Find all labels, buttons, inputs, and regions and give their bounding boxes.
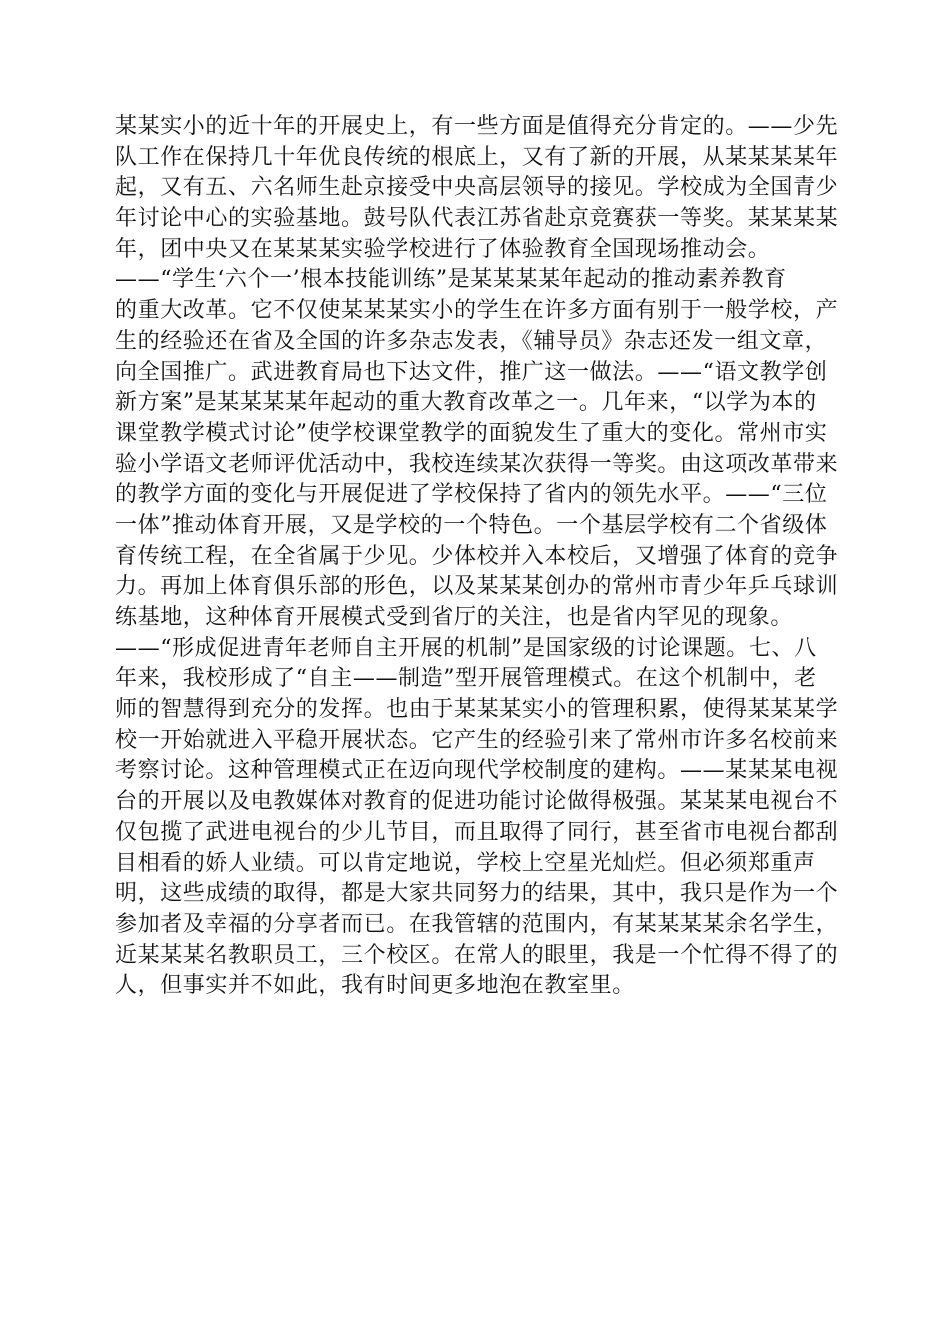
- text-line: 年讨论中心的实验基地。鼓号队代表江苏省赴京竞赛获一等奖。某某某某: [115, 206, 839, 232]
- text-line: 目相看的娇人业绩。可以肯定地说，学校上空星光灿烂。但必须郑重声: [115, 850, 816, 876]
- text-line: 校一开始就进入平稳开展状态。它产生的经验引来了常州市许多名校前来: [115, 727, 839, 753]
- text-line: 练基地，这种体育开展模式受到省厅的关注，也是省内罕见的现象。: [115, 605, 794, 630]
- text-line: ——“形成促进青年老师自主开展的机制”是国家级的讨论课题。七、八: [115, 635, 817, 661]
- text-line: 育传统工程，在全省属于少见。少体校并入本校后，又增强了体育的竞争: [115, 543, 839, 569]
- text-line: 验小学语文老师评优活动中，我校连续某次获得一等奖。由这项改革带来: [115, 451, 839, 477]
- text-line: 台的开展以及电教媒体对教育的促进功能讨论做得极强。某某某电视台不: [115, 789, 839, 815]
- text-line: 某某实小的近十年的开展史上，有一些方面是值得充分肯定的。——少先: [115, 114, 839, 139]
- text-line: 课堂教学模式讨论”使学校课堂教学的面貌发生了重大的变化。常州市实: [115, 420, 828, 446]
- text-line: 明，这些成绩的取得，都是大家共同努力的结果，其中，我只是作为一个: [115, 881, 839, 907]
- text-line: 近某某某名教职员工，三个校区。在常人的眼里，我是一个忙得不得了的: [115, 942, 839, 968]
- text-line: 队工作在保持几十年优良传统的根底上，又有了新的开展，从某某某某年: [115, 144, 839, 170]
- text-line: 起，又有五、六名师生赴京接受中央高层领导的接见。学校成为全国青少: [115, 175, 839, 201]
- text-line: 师的智慧得到充分的发挥。也由于某某某实小的管理积累，使得某某某学: [115, 697, 839, 723]
- text-line: 仅包揽了武进电视台的少儿节目，而且取得了同行，甚至省市电视台都刮: [115, 819, 839, 845]
- body-text: [115, 112, 839, 1002]
- text-line: 参加者及幸福的分享者而已。在我管辖的范围内，有某某某某余名学生，: [115, 911, 839, 937]
- text-line: 年，团中央又在某某某实验学校进行了体验教育全国现场推动会。: [115, 236, 771, 262]
- text-line: 力。再加上体育俱乐部的形色，以及某某某创办的常州市青少年乒乓球训: [115, 574, 839, 600]
- text-line: ——“学生‘六个一’根本技能训练”是某某某某年起动的推动素养教育: [115, 267, 787, 293]
- text-line: 生的经验还在省及全国的许多杂志发表，《辅导员》杂志还发一组文章，: [115, 328, 828, 354]
- text-line: 年来，我校形成了“自主——制造”型开展管理模式。在这个机制中，老: [115, 666, 817, 692]
- text-line: 的教学方面的变化与开展促进了学校保持了省内的领先水平。——“三位: [115, 482, 828, 508]
- text-line: 人，但事实并不如此，我有时间更多地泡在教室里。: [115, 973, 635, 999]
- text-line: 考察讨论。这种管理模式正在迈向现代学校制度的建构。——某某某电视: [115, 758, 839, 784]
- text-line: 的重大改革。它不仅使某某某实小的学生在许多方面有别于一般学校，产: [115, 298, 839, 324]
- text-line: 一体”推动体育开展，又是学校的一个特色。一个基层学校有二个省级体: [115, 512, 828, 538]
- text-line: 向全国推广。武进教育局也下达文件，推广这一做法。——“语文教学创: [115, 359, 828, 385]
- text-line: 新方案”是某某某某年起动的重大教育改革之一。几年来，“以学为本的: [115, 390, 817, 416]
